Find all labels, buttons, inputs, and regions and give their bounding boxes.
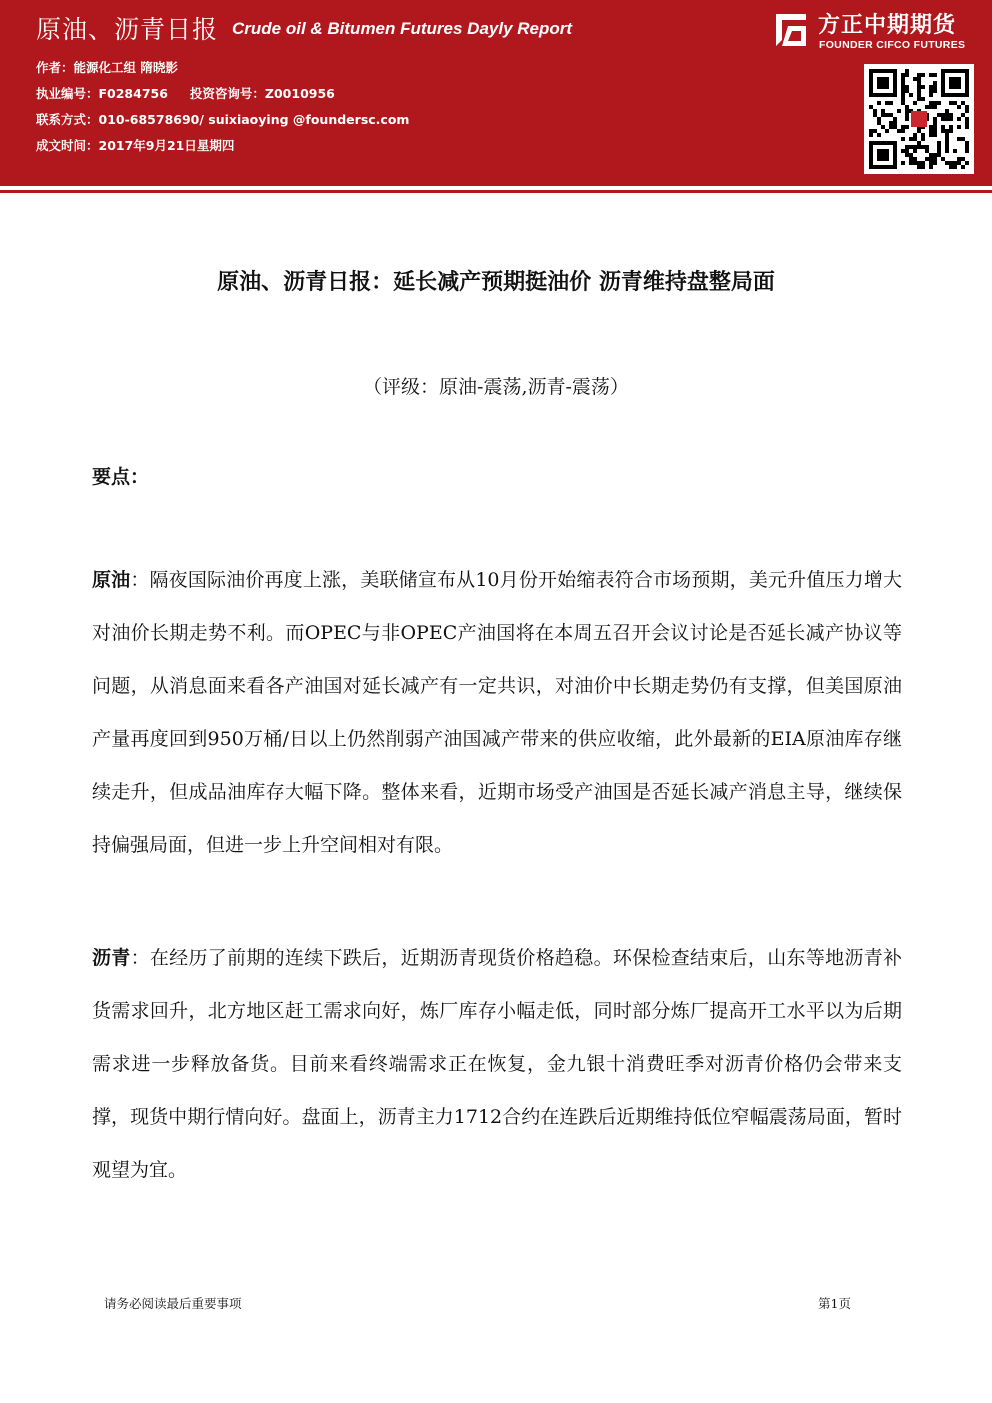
- page-number: 第1页: [818, 1296, 851, 1311]
- license-line: [36, 84, 335, 102]
- report-header-banner: [0, 0, 992, 186]
- keypoints-heading: 要点：: [92, 466, 150, 488]
- contact-line: 联系方式：010-68578690/ suixiaoying @foundersc.com: [36, 112, 410, 127]
- founder-logo-icon: [772, 10, 810, 50]
- logo-text-cn: 方正中期期货: [818, 13, 957, 38]
- report-series-title-en: Crude oil & Bitumen Futures Dayly Report: [232, 19, 573, 38]
- license-number: 执业编号：F0284756: [36, 86, 168, 101]
- company-logo: [772, 8, 982, 56]
- crude-oil-paragraph: [92, 554, 902, 872]
- bitumen-text: ：在经历了前期的连续下跌后，近期沥青现货价格趋稳。环保检查结束后，山东等地沥青补货需求回升，北方地区赶工需求向好，炼厂库存小幅走低，同时部分炼厂提高开工水平以为后期需求进一步释放备货。目前来看终端需求正在恢复，金九银十消费旺季对沥青价格仍会带来支撑，现货中期行情向好。盘面上，沥青主力1712合约在连跌后近期维持低位窄幅震荡局面，暂时观望为宜。: [92, 947, 902, 1181]
- report-title: 原油、沥青日报：延长减产预期挺油价 沥青维持盘整局面: [217, 270, 775, 295]
- rating-line: （评级：原油-震荡,沥青-震荡）: [363, 376, 629, 398]
- crude-oil-label: 原油: [92, 569, 131, 591]
- date-line: 成文时间：2017年9月21日星期四: [36, 138, 235, 153]
- header-divider: [0, 190, 992, 193]
- crude-oil-text: ：隔夜国际油价再度上涨，美联储宣布从10月份开始缩表符合市场预期，美元升值压力增大对油价长期走势不利。而OPEC与非OPEC产油国将在本周五召开会议讨论是否延长减产协议等问题，从消息面来看各产油国对延长减产有一定共识，对油价中长期走势仍有支撑，但美国原油产量再度回到950万桶/日以上仍然削弱产油国减产带来的供应收缩，此外最新的EIA原油库存继续走升，但成品油库存大幅下降。整体来看，近期市场受产油国是否延长减产消息主导，继续保持偏强局面，但进一步上升空间相对有限。: [92, 569, 902, 856]
- report-series-title: 原油、沥青日报: [36, 15, 219, 44]
- author-line: 作者：能源化工组 隋晓影: [36, 60, 178, 75]
- bitumen-label: 沥青: [92, 947, 131, 969]
- qr-code-icon: [864, 64, 974, 174]
- footer-notice: 请务必阅读最后重要事项: [104, 1296, 242, 1311]
- consult-number: 投资咨询号：Z0010956: [189, 86, 335, 101]
- bitumen-paragraph: [92, 932, 902, 1197]
- logo-text-en: FOUNDER CIFCO FUTURES: [819, 39, 966, 51]
